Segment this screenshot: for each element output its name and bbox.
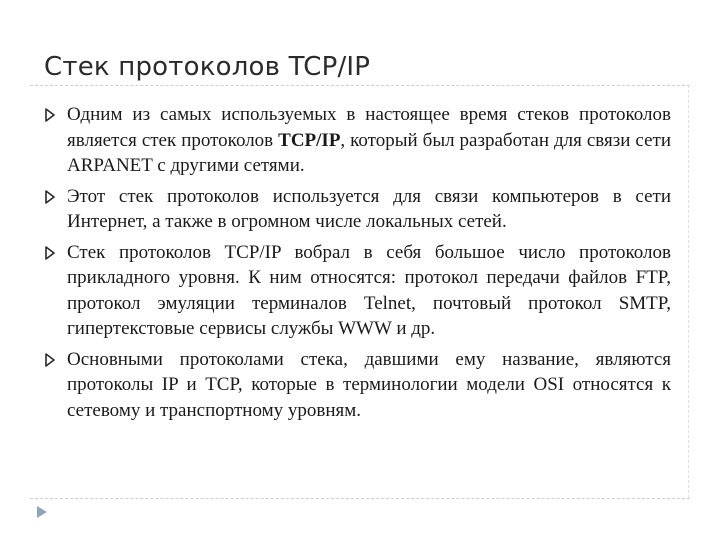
list-item [45,102,671,179]
bullet-text-part: Одним из самых используемых в настоящее время стеков протоколов является стек протоколов [67,104,671,151]
bullet-triangle-icon [45,246,55,260]
right-divider [688,85,689,498]
bullet-text: Основными протоколами стека, давшими ему название, являются протоколы IP и TCP, которые в терминологии модели OSI относятся к сетевому и транспортному уровням. [67,348,671,421]
footer-divider [30,498,690,499]
list-item [45,184,671,235]
title-divider [30,85,690,86]
bullet-text [67,104,671,176]
list-item [45,240,671,342]
bullet-text-bold: TCP/IP [278,129,341,151]
nav-triangle-icon [36,505,48,519]
list-item [45,347,671,424]
bullet-triangle-icon [45,108,55,122]
bullet-triangle-icon [45,353,55,367]
bullet-text: Этот стек протоколов используется для связи компьютеров в сети Интернет, а также в огромном числе локальных сетей. [67,185,671,232]
bullet-list [45,102,671,428]
bullet-text: Стек протоколов TCP/IP вобрал в себя большое число протоколов прикладного уровня. К ним относятся: протокол передачи файлов FTP, протокол эмуляции терминалов Telnet, почтовый протокол SMTP, гипертекстовые сервисы службы WWW и др. [67,241,671,339]
bullet-triangle-icon [45,190,55,204]
bullet-text-part: , который был разработан для связи сети ARPANET с другими сетями. [67,129,671,176]
slide-title: Стек протоколов TCP/IP [44,52,371,82]
